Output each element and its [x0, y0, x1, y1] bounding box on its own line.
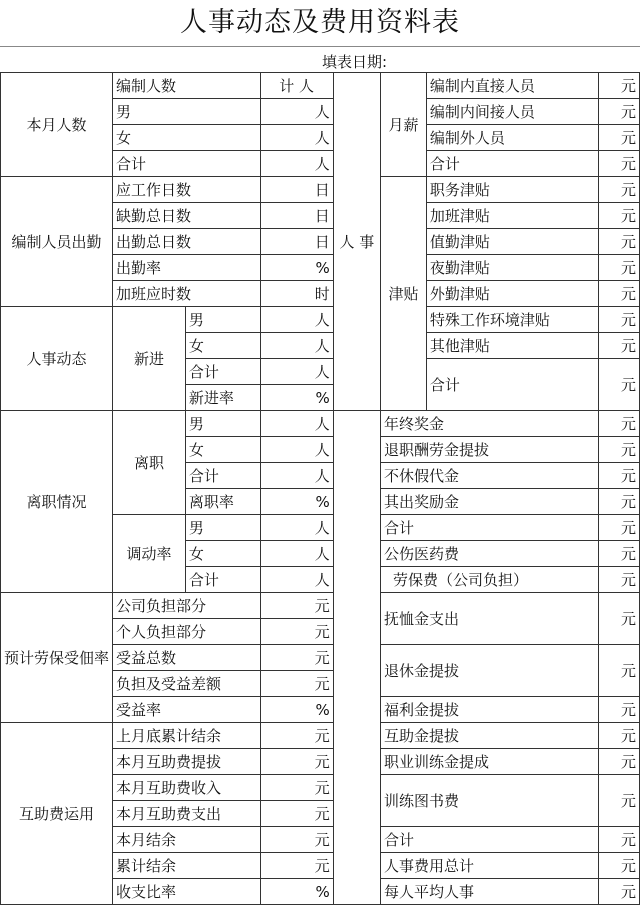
table-row — [1, 411, 640, 437]
row-label: 其出奖励金 — [381, 489, 599, 515]
row-label: 上月底累计结余 — [113, 723, 261, 749]
unit-cell: 人 — [260, 125, 333, 151]
row-label: 合计 — [426, 151, 598, 177]
row-label: 男 — [113, 99, 261, 125]
row-label: 值勤津贴 — [426, 229, 598, 255]
unit-cell: 元 — [599, 827, 640, 853]
row-label: 合计 — [185, 359, 260, 385]
table-row — [1, 73, 640, 99]
unit-cell: 元 — [599, 853, 640, 879]
unit-cell: 元 — [260, 671, 333, 697]
unit-cell: 元 — [599, 151, 640, 177]
unit-cell: 人 — [260, 359, 333, 385]
row-label: 抚恤金支出 — [381, 593, 599, 645]
row-label: 加班应时数 — [113, 281, 261, 307]
row-label: 不休假代金 — [381, 463, 599, 489]
row-label: 女 — [113, 125, 261, 151]
unit-cell: 人 — [260, 463, 333, 489]
unit-cell: 元 — [599, 723, 640, 749]
unit-cell: 元 — [599, 333, 640, 359]
row-label: 每人平均人事 — [381, 879, 599, 905]
subgroup-label: 离职 — [113, 411, 186, 515]
row-label: 特殊工作环境津贴 — [426, 307, 598, 333]
row-label: 缺勤总日数 — [113, 203, 261, 229]
unit-cell: 元 — [599, 437, 640, 463]
row-label: 合计 — [185, 567, 260, 593]
unit-cell: 元 — [599, 697, 640, 723]
row-label: 女 — [185, 333, 260, 359]
page-title: 人事动态及费用资料表 — [180, 7, 460, 38]
fill-date-label: 填表日期: — [322, 53, 388, 71]
row-label: 本月互助费提拔 — [113, 749, 261, 775]
row-label: 职务津贴 — [426, 177, 598, 203]
row-label: 夜勤津贴 — [426, 255, 598, 281]
unit-cell: 计 人 — [260, 73, 333, 99]
row-label: 累计结余 — [113, 853, 261, 879]
unit-cell: 元 — [599, 99, 640, 125]
row-label: 负担及受益差额 — [113, 671, 261, 697]
unit-cell: 元 — [260, 723, 333, 749]
unit-cell: 元 — [260, 853, 333, 879]
row-label: 编制外人员 — [426, 125, 598, 151]
row-label: 训练图书费 — [381, 775, 599, 827]
middle-group-label: 人 事 — [333, 73, 380, 411]
unit-cell: % — [260, 879, 333, 905]
group-label: 本月人数 — [1, 73, 113, 177]
unit-cell: 元 — [260, 801, 333, 827]
row-label: 人事费用总计 — [381, 853, 599, 879]
row-label: 男 — [185, 307, 260, 333]
row-label: 女 — [185, 437, 260, 463]
row-label: 合计 — [113, 151, 261, 177]
row-label: 编制内间接人员 — [426, 99, 598, 125]
row-label: 男 — [185, 515, 260, 541]
unit-cell: 人 — [260, 411, 333, 437]
row-label: 外勤津贴 — [426, 281, 598, 307]
unit-cell: 日 — [260, 203, 333, 229]
unit-cell: 元 — [260, 775, 333, 801]
row-label: 受益总数 — [113, 645, 261, 671]
group-label: 互助费运用 — [1, 723, 113, 905]
row-label: 劳保费（公司负担） — [381, 567, 599, 593]
row-label: 出勤总日数 — [113, 229, 261, 255]
unit-cell: 元 — [599, 125, 640, 151]
row-label: 本月互助费支出 — [113, 801, 261, 827]
group-label: 月薪 — [381, 73, 427, 177]
table-row — [1, 177, 640, 203]
row-label: 男 — [185, 411, 260, 437]
row-label: 应工作日数 — [113, 177, 261, 203]
unit-cell: 元 — [260, 645, 333, 671]
unit-cell: % — [260, 697, 333, 723]
row-label: 合计 — [381, 827, 599, 853]
row-label: 新进率 — [185, 385, 260, 411]
unit-cell: 元 — [599, 489, 640, 515]
personnel-table — [0, 72, 640, 905]
row-label: 合计 — [185, 463, 260, 489]
row-label: 其他津贴 — [426, 333, 598, 359]
unit-cell: 人 — [260, 307, 333, 333]
unit-cell: 元 — [599, 567, 640, 593]
table-row — [1, 307, 640, 333]
unit-cell: 元 — [599, 411, 640, 437]
unit-cell: 元 — [599, 749, 640, 775]
unit-cell: 日 — [260, 229, 333, 255]
unit-cell: 人 — [260, 437, 333, 463]
unit-cell: 人 — [260, 567, 333, 593]
row-label: 个人负担部分 — [113, 619, 261, 645]
row-label: 退休金提拔 — [381, 645, 599, 697]
unit-cell: 元 — [599, 515, 640, 541]
group-label: 预计劳保受佃率 — [1, 593, 113, 723]
row-label: 职业训练金提成 — [381, 749, 599, 775]
middle-blank — [333, 411, 380, 905]
unit-cell: 元 — [599, 229, 640, 255]
row-label: 福利金提拔 — [381, 697, 599, 723]
unit-cell: % — [260, 385, 333, 411]
group-label: 离职情况 — [1, 411, 113, 593]
unit-cell: 元 — [260, 593, 333, 619]
unit-cell: 人 — [260, 541, 333, 567]
unit-cell: 元 — [599, 463, 640, 489]
row-label: 离职率 — [185, 489, 260, 515]
table-row — [1, 723, 640, 749]
unit-cell: 人 — [260, 99, 333, 125]
unit-cell: 人 — [260, 515, 333, 541]
row-label: 合计 — [381, 515, 599, 541]
unit-cell: % — [260, 255, 333, 281]
fill-date-row — [0, 46, 640, 73]
unit-cell: 元 — [599, 541, 640, 567]
row-label: 加班津贴 — [426, 203, 598, 229]
table-row — [1, 593, 640, 619]
unit-cell: 元 — [260, 827, 333, 853]
subgroup-label: 调动率 — [113, 515, 186, 593]
unit-cell: 人 — [260, 151, 333, 177]
row-label: 退职酬劳金提拔 — [381, 437, 599, 463]
row-label: 公伤医药费 — [381, 541, 599, 567]
row-label: 合计 — [426, 359, 598, 411]
unit-cell: 元 — [599, 359, 640, 411]
unit-cell: 元 — [599, 593, 640, 645]
unit-cell: 元 — [599, 177, 640, 203]
unit-cell: 元 — [260, 749, 333, 775]
unit-cell: % — [260, 489, 333, 515]
unit-cell: 时 — [260, 281, 333, 307]
row-label: 互助金提拔 — [381, 723, 599, 749]
group-label: 人事动态 — [1, 307, 113, 411]
row-label: 本月结余 — [113, 827, 261, 853]
group-label: 编制人员出勤 — [1, 177, 113, 307]
unit-cell: 元 — [599, 307, 640, 333]
group-label: 津贴 — [381, 177, 427, 411]
unit-cell: 元 — [260, 619, 333, 645]
row-label: 收支比率 — [113, 879, 261, 905]
row-label: 年终奖金 — [381, 411, 599, 437]
unit-cell: 元 — [599, 73, 640, 99]
unit-cell: 元 — [599, 281, 640, 307]
row-label: 受益率 — [113, 697, 261, 723]
unit-cell: 人 — [260, 333, 333, 359]
row-label: 编制人数 — [113, 73, 261, 99]
row-label: 编制内直接人员 — [426, 73, 598, 99]
row-label: 出勤率 — [113, 255, 261, 281]
unit-cell: 元 — [599, 203, 640, 229]
unit-cell: 日 — [260, 177, 333, 203]
row-label: 本月互助费收入 — [113, 775, 261, 801]
unit-cell: 元 — [599, 645, 640, 697]
unit-cell: 元 — [599, 255, 640, 281]
row-label: 公司负担部分 — [113, 593, 261, 619]
row-label: 女 — [185, 541, 260, 567]
subgroup-label: 新进 — [113, 307, 186, 411]
unit-cell: 元 — [599, 775, 640, 827]
unit-cell: 元 — [599, 879, 640, 905]
